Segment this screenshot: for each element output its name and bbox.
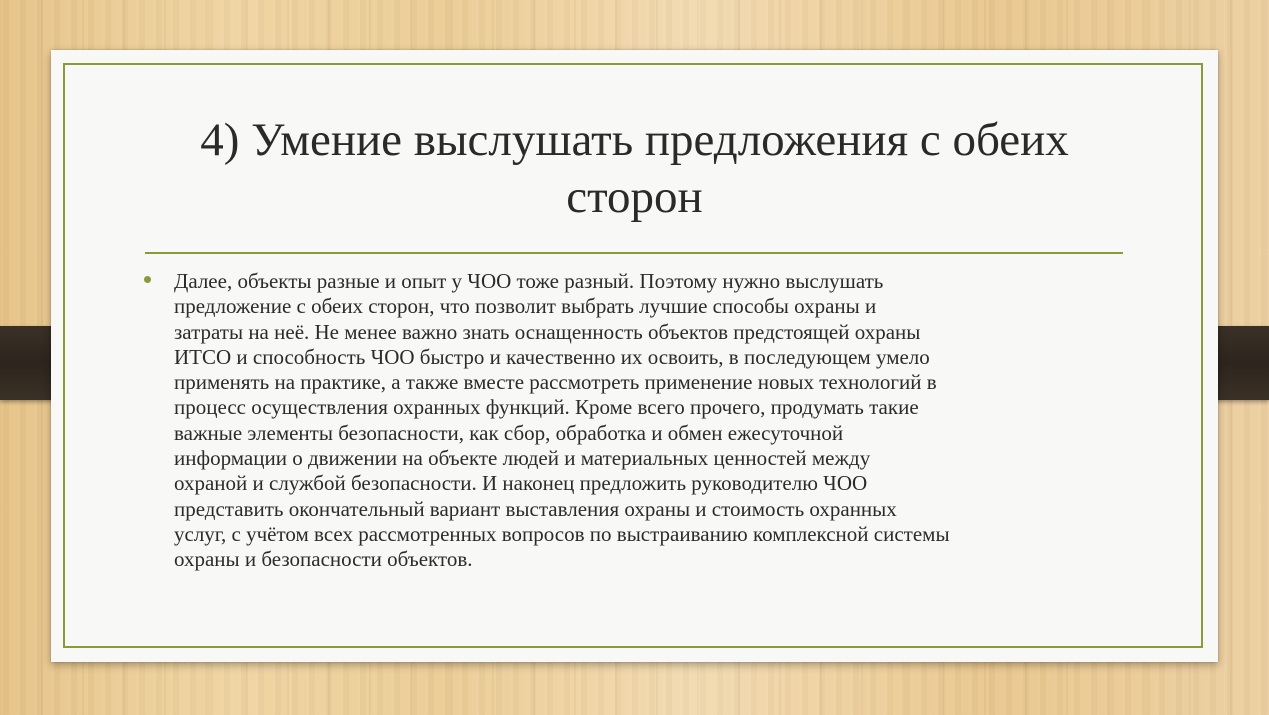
bullet-icon (144, 276, 151, 283)
body-line: важные элементы безопасности, как сбор, обработка и обмен ежесуточной (174, 420, 844, 445)
slide-title-line-2: сторон (566, 171, 703, 223)
body-line: применять на практике, а также вместе рассмотреть применение новых технологий в (174, 370, 937, 395)
body-line: затраты на неё. Не менее важно знать оснащенность объектов предстоящей охраны (174, 319, 921, 344)
slide-title-line-1: 4) Умение выслушать предложения с обеих (200, 114, 1069, 166)
body-line: процесс осуществления охранных функций. Кроме всего прочего, продумать такие (174, 395, 919, 420)
body-line: охраны и безопасности объектов. (174, 547, 473, 572)
slide-title (111, 112, 1158, 226)
body-line: ИТСО и способность ЧОО быстро и качественно их освоить, в последующем умело (174, 344, 930, 369)
body-line: услуг, с учётом всех рассмотренных вопросов по выстраиванию комплексной системы (174, 521, 950, 546)
body-line: предложение с обеих сторон, что позволит выбрать лучшие способы охраны и (174, 294, 877, 319)
slide-body-text (174, 269, 1144, 573)
body-line: представить окончательный вариант выставления охраны и стоимость охранных (174, 496, 897, 521)
title-divider (145, 252, 1123, 254)
body-line: информации о движении на объекте людей и материальных ценностей между (174, 446, 871, 471)
body-line: Далее, объекты разные и опыт у ЧОО тоже разный. Поэтому нужно выслушать (174, 269, 884, 293)
body-line: охраной и службой безопасности. И наконец предложить руководителю ЧОО (174, 471, 868, 496)
slide-card (51, 50, 1218, 662)
